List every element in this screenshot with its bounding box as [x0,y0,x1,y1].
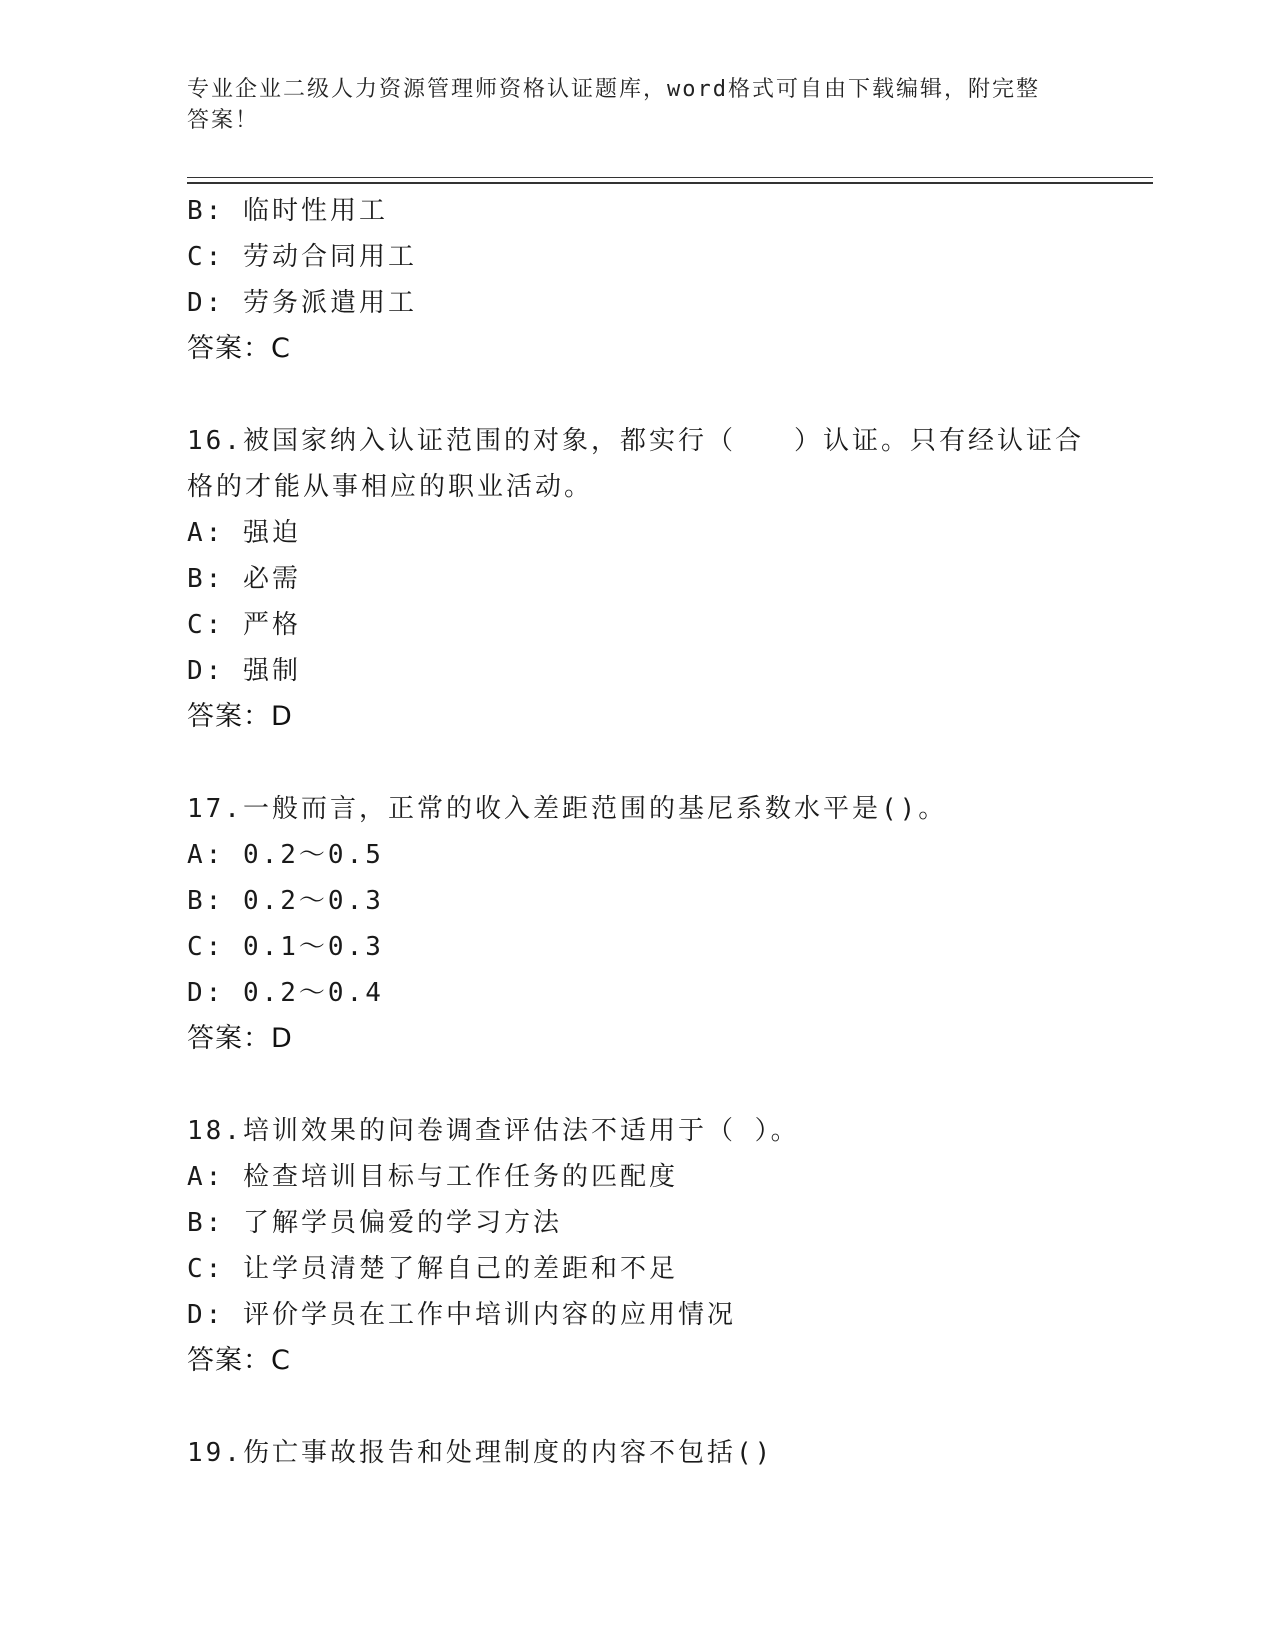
spacer [187,372,1153,418]
header-divider-thick [187,182,1153,184]
option-d: D: 劳务派遣用工 [187,288,417,318]
option-d: D: 评价学员在工作中培训内容的应用情况 [187,1300,736,1330]
header-line-1: 专业企业二级人力资源管理师资格认证题库，word格式可自由下载编辑，附完整 [187,77,1040,102]
answer-line: 答案：D [187,701,293,732]
document-body [187,188,1153,1476]
option-d: D: 强制 [187,656,301,686]
question-stem: 17.一般而言，正常的收入差距范围的基尼系数水平是()。 [187,794,948,824]
answer-line: 答案：C [187,1345,291,1376]
question-18 [187,1108,1153,1384]
question-stem: 19.伤亡事故报告和处理制度的内容不包括() [187,1438,774,1468]
answer-line: 答案：C [187,333,291,364]
document-header [187,74,1067,136]
option-a: A: 检查培训目标与工作任务的匹配度 [187,1162,678,1192]
question-15-continued [187,188,1153,372]
question-16 [187,418,1153,740]
spacer [187,1384,1153,1430]
question-19 [187,1430,1153,1476]
question-17 [187,786,1153,1062]
spacer [187,740,1153,786]
option-b: B: 0.2～0.3 [187,886,384,916]
answer-line: 答案：D [187,1023,293,1054]
question-stem-continued: 格的才能从事相应的职业活动。 [187,472,594,502]
option-b: B: 必需 [187,564,301,594]
header-divider-thin [187,177,1153,178]
question-stem: 18.培训效果的问卷调查评估法不适用于（ ）。 [187,1116,800,1146]
question-stem: 16.被国家纳入认证范围的对象，都实行（ ）认证。只有经认证合 [187,426,1084,456]
option-c: C: 0.1～0.3 [187,932,384,962]
option-a: A: 强迫 [187,518,301,548]
header-line-2: 答案！ [187,108,260,133]
option-c: C: 劳动合同用工 [187,242,417,272]
option-c: C: 严格 [187,610,301,640]
option-c: C: 让学员清楚了解自己的差距和不足 [187,1254,678,1284]
spacer [187,1062,1153,1108]
option-a: A: 0.2～0.5 [187,840,384,870]
option-b: B: 临时性用工 [187,196,388,226]
option-b: B: 了解学员偏爱的学习方法 [187,1208,562,1238]
option-d: D: 0.2～0.4 [187,978,384,1008]
